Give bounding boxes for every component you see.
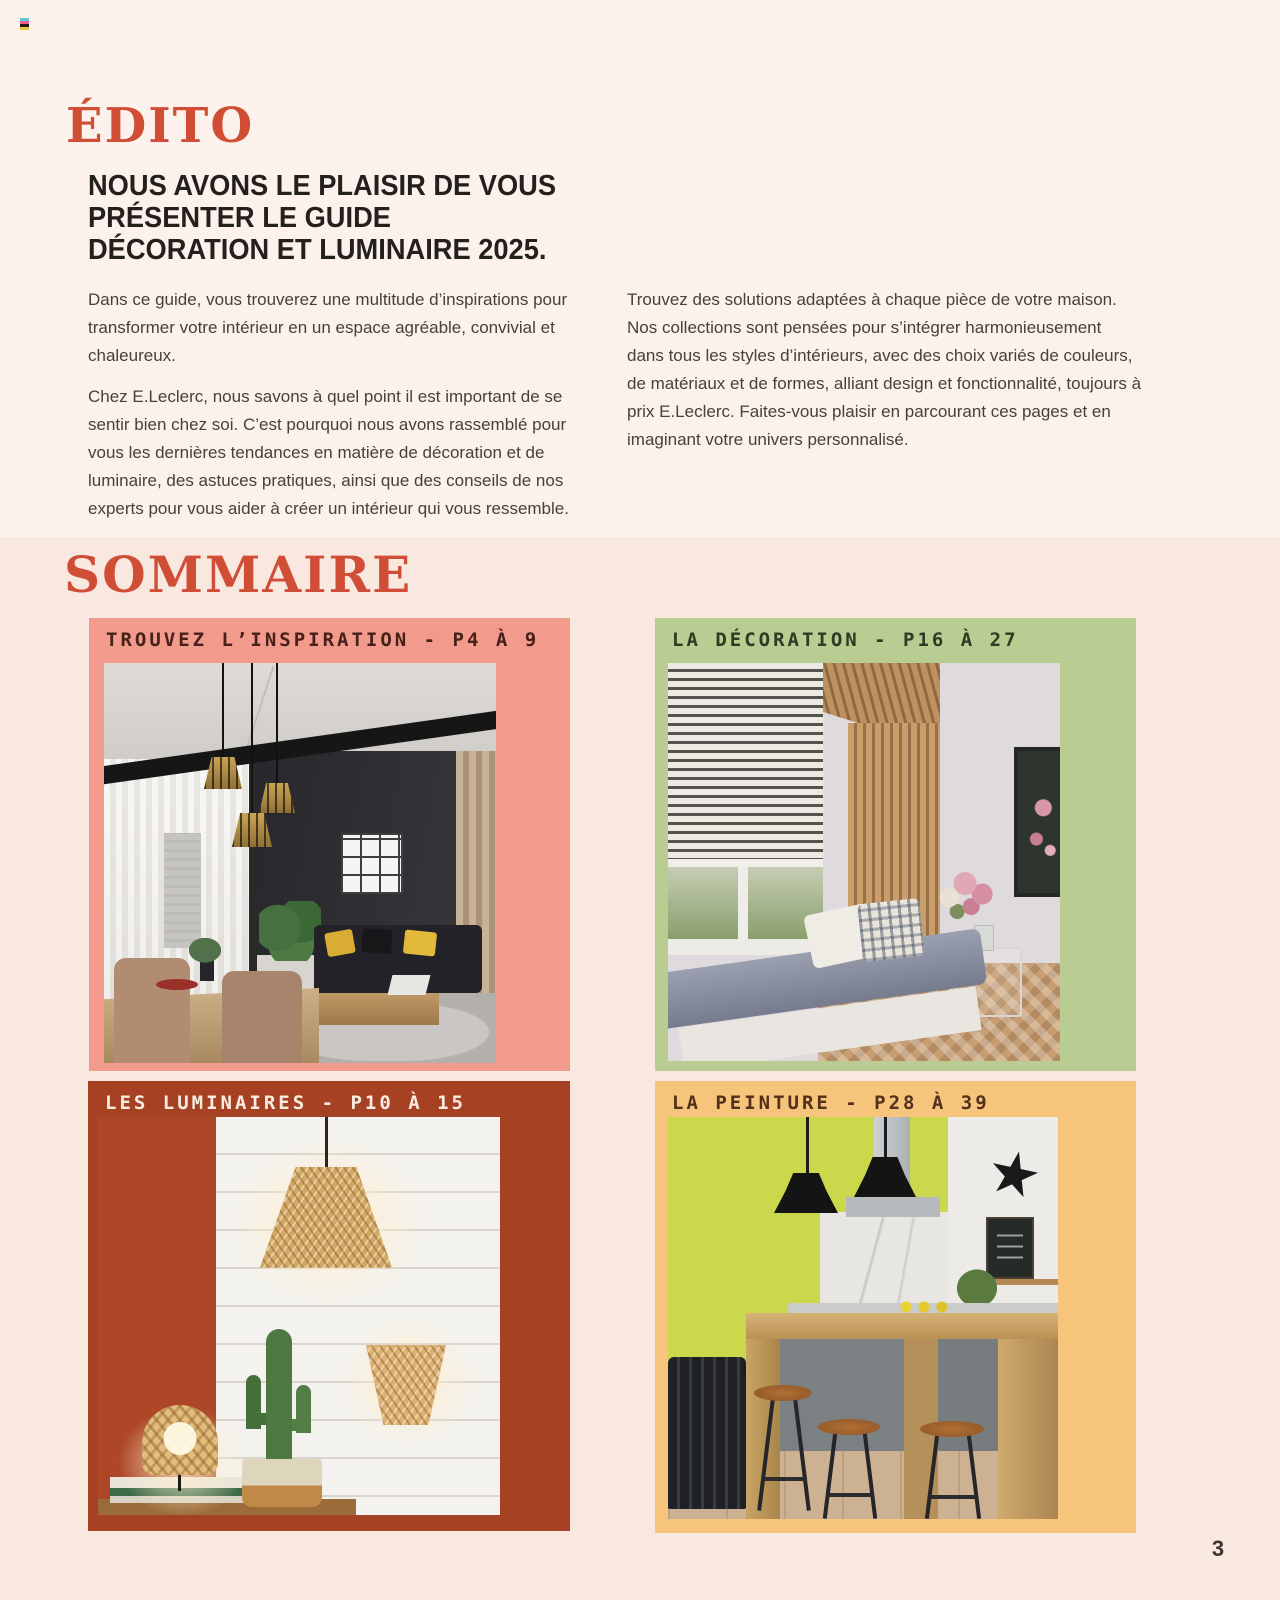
pendant-cord — [884, 1117, 887, 1159]
window-transom — [668, 859, 823, 867]
flower-art-frame — [1014, 747, 1060, 897]
lamps-scene — [98, 1117, 500, 1515]
bar-stool-seat — [754, 1385, 812, 1401]
sommaire-card-decoration[interactable] — [655, 618, 1136, 1071]
cactus — [266, 1329, 292, 1465]
wood-bar-counter — [746, 1313, 1058, 1339]
card-title: LA PEINTURE - P28 À 39 — [672, 1092, 990, 1114]
card-title: TROUVEZ L’INSPIRATION - P4 À 9 — [106, 629, 540, 651]
lemons — [896, 1301, 952, 1313]
pendant-cord — [325, 1117, 328, 1169]
coffee-table — [311, 993, 439, 1025]
houseplant — [259, 901, 321, 961]
yellow-cushion — [403, 929, 437, 956]
two-tone-pot — [242, 1459, 322, 1507]
laptop — [388, 975, 431, 995]
edito-heading-line: DÉCORATION ET LUMINAIRE 2025. — [88, 234, 547, 266]
stool-footrest — [931, 1495, 977, 1499]
card-title: LES LUMINAIRES - P10 À 15 — [105, 1092, 466, 1114]
patterned-pillow — [857, 898, 925, 962]
dining-chair — [222, 971, 302, 1063]
edito-paragraph: Dans ce guide, vous trouverez une multitude d’inspirations pour transformer votre intérieur en un espace agréable, convivial et chaleureux. — [88, 290, 568, 365]
vase-sprigs — [180, 931, 230, 963]
extractor-hood — [846, 1197, 940, 1217]
edito-paragraph: Trouvez des solutions adaptées à chaque pièce de votre maison. Nos collections sont pensées pour s’intégrer harmonieusement dans tous les styles d’intérieurs, avec des choix variés de couleurs, de matériaux et de formes, alliant design et fonctionnalité, toujours à prix E.Leclerc. Faites-vous plaisir en parcourant ces pages et en imaginant votre univers personnalisé. — [627, 290, 1142, 449]
bar-stool-seat — [920, 1421, 984, 1437]
sommaire-card-inspiration[interactable] — [89, 618, 570, 1071]
edito-title: ÉDITO — [66, 98, 255, 154]
edito-heading-line: NOUS AVONS LE PLAISIR DE VOUS — [88, 170, 557, 202]
page-number: 3 — [1211, 1536, 1225, 1561]
photo-living-room — [104, 663, 496, 1063]
photo-rattan-lamps — [98, 1117, 500, 1515]
kitchen-scene — [668, 1117, 1058, 1519]
card-title: LA DÉCORATION - P16 À 27 — [672, 629, 1019, 651]
fruit-plate — [156, 979, 198, 990]
bar-stool-seat — [818, 1419, 880, 1435]
edito-paragraph: Chez E.Leclerc, nous savons à quel point il est important de se sentir bien chez soi. C’est pourquoi nous avons rassemblé pour vous les dernières tendances en matière de décoration et de luminaire, des astuces pratiques, ainsi que des conseils de nos experts pour vous aider à créer un intérieur qui vous ressemble. — [88, 387, 569, 518]
photo-kitchen — [668, 1117, 1058, 1519]
edito-column-left — [88, 286, 593, 536]
edito-heading — [88, 170, 671, 266]
edito-heading-line: PRÉSENTER LE GUIDE — [88, 202, 391, 234]
yellow-cushion — [324, 929, 356, 957]
black-cushion — [361, 928, 393, 954]
rattan-table-lamp — [142, 1405, 218, 1475]
pendant-cord — [806, 1117, 809, 1175]
window-mullion — [738, 863, 748, 941]
stool-footrest — [829, 1493, 873, 1497]
sommaire-title: SOMMAIRE — [64, 545, 413, 604]
stool-footrest — [765, 1477, 807, 1481]
bar-end-panel — [998, 1339, 1058, 1519]
living-room-scene — [104, 663, 496, 1063]
dining-chair — [114, 958, 190, 1063]
edito-column-right — [627, 286, 1142, 467]
grid-wall-mirror — [341, 833, 403, 894]
photo-window-seat — [668, 663, 1060, 1061]
print-registration-mark — [20, 18, 29, 30]
pendant-cord — [251, 663, 253, 815]
sommaire-card-luminaires[interactable] — [88, 1081, 570, 1531]
registration-stripe-yellow — [20, 27, 29, 30]
flower-bouquet — [926, 859, 1004, 929]
cast-iron-radiator — [668, 1357, 746, 1509]
pendant-cord — [222, 663, 224, 759]
pendant-cord — [276, 663, 278, 785]
counter-plant — [950, 1263, 1004, 1305]
window-nook-scene — [668, 663, 1060, 1061]
sommaire-card-peinture[interactable] — [655, 1081, 1136, 1533]
venetian-blind — [668, 663, 823, 863]
